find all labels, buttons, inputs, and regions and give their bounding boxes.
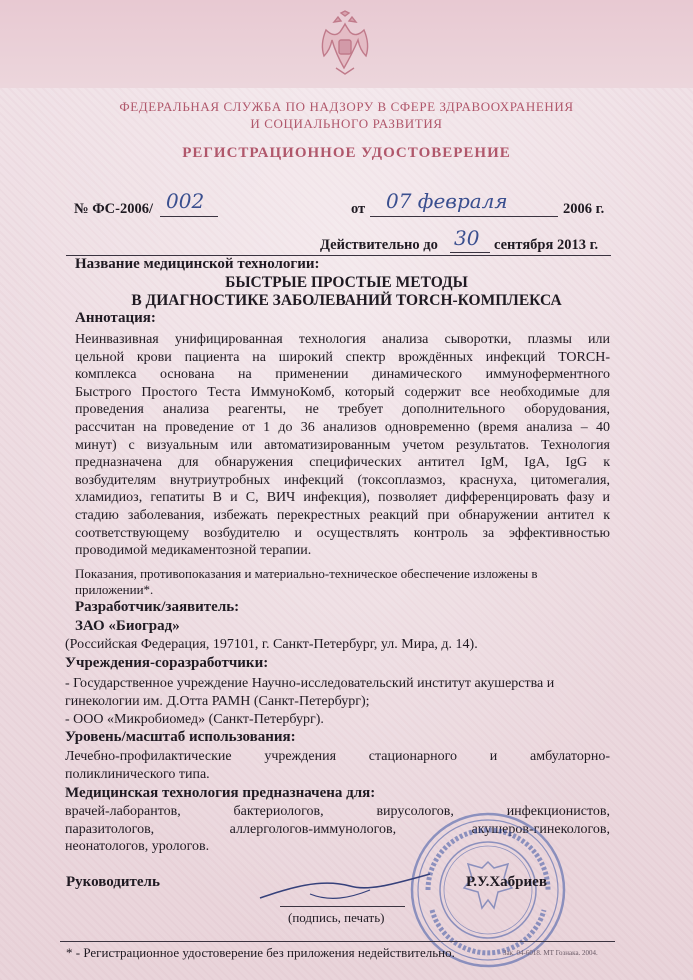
level-line: поликлинического типа. bbox=[65, 766, 210, 782]
developer-name: ЗАО «Биоград» bbox=[75, 618, 180, 634]
developer-address: (Российская Федерация, 197101, г. Санкт-Петербург, ул. Мира, д. 14). bbox=[65, 637, 478, 652]
annotation-line: предназначена для обнаружения специфических антител IgM, IgA, IgG к bbox=[75, 455, 610, 471]
handwritten-signature bbox=[250, 868, 440, 908]
level-text bbox=[65, 748, 610, 783]
intended-label: Медицинская технология предназначена для: bbox=[65, 785, 376, 801]
indications-line: приложении*. bbox=[75, 582, 154, 597]
indications-text bbox=[75, 566, 538, 598]
annotation-line: цельной крови пациента на широкий спектр врождённых инфекций TORCH- bbox=[75, 349, 610, 365]
annotation-line: комплекса основана на применении динамического иммуноферментного bbox=[75, 367, 610, 383]
document-title: РЕГИСТРАЦИОННОЕ УДОСТОВЕРЕНИЕ bbox=[182, 145, 511, 161]
level-label: Уровень/масштаб использования: bbox=[65, 729, 296, 745]
codevelopers-text bbox=[65, 675, 610, 729]
tech-name-line-2: В ДИАГНОСТИКЕ ЗАБОЛЕВАНИЙ TORCH-КОМПЛЕКСА bbox=[131, 292, 562, 309]
annotation-label: Аннотация: bbox=[75, 310, 156, 326]
tech-label: Название медицинской технологии: bbox=[75, 256, 320, 272]
agency-line-1: ФЕДЕРАЛЬНАЯ СЛУЖБА ПО НАДЗОРУ В СФЕРЕ ЗДРАВООХРАНЕНИЯ bbox=[119, 99, 574, 114]
annotation-line: проведения анализа реагенты, не требует дополнительного оборудования, bbox=[75, 402, 610, 418]
number-handwritten: 002 bbox=[166, 189, 205, 213]
codeveloper-line: - Государственное учреждение Научно-исследовательский институт акушерства и bbox=[65, 676, 555, 691]
footer-rule bbox=[60, 941, 615, 942]
head-name: Р.У.Хабриев bbox=[466, 874, 547, 890]
annotation-text bbox=[75, 331, 610, 560]
intended-line: паразитологов, аллергологов-иммунологов, акушеров-гинекологов, bbox=[65, 821, 610, 837]
date-year: 2006 г. bbox=[563, 201, 605, 217]
level-line: Лечебно-профилактические учреждения стационарного и амбулаторно- bbox=[65, 749, 610, 764]
date-prefix: от bbox=[351, 201, 366, 217]
footnote: * - Регистрационное удостоверение без приложения недействительно. bbox=[66, 945, 455, 960]
codeveloper-line: гинекологии им. Д.Отта РАМН (Санкт-Петербург); bbox=[65, 694, 370, 709]
signature-underline bbox=[280, 906, 405, 907]
annotation-line: соответствующему возбудителю и осуществлять контроль за эффективностью bbox=[75, 525, 610, 541]
indications-line: Показания, противопоказания и материально-техническое обеспечение изложены в bbox=[75, 566, 538, 581]
intended-line: врачей-лаборантов, бактериологов, вирусологов, инфекционистов, bbox=[65, 804, 610, 819]
head-label: Руководитель bbox=[66, 874, 160, 890]
annotation-line: Неинвазивная унифицированная технология анализа сыворотки, плазмы или bbox=[75, 332, 610, 347]
coat-of-arms-emblem bbox=[316, 10, 374, 76]
valid-underline bbox=[450, 252, 490, 253]
number-prefix: № ФС-2006/ bbox=[74, 201, 153, 217]
intended-line: неонатологов, урологов. bbox=[65, 839, 210, 855]
codeveloper-line: - ООО «Микробиомед» (Санкт-Петербург). bbox=[65, 712, 324, 727]
annotation-line: минут) с визуальным или автоматизированным учетом результатов. Технология bbox=[75, 437, 610, 453]
valid-suffix: сентября 2013 г. bbox=[494, 237, 599, 253]
printer-note: Зак. 04-6018. МТ Гознака. 2004. bbox=[503, 949, 598, 957]
valid-prefix: Действительно до bbox=[320, 237, 438, 253]
annotation-line: хламидиоз, гепатиты В и С, ВИЧ инфекция), позволяет дифференцировать фазу и bbox=[75, 490, 610, 506]
date-underline bbox=[370, 216, 558, 217]
annotation-line: Быстрого Простого Теста ИммуноКомб, который содержит все необходимые для bbox=[75, 384, 610, 400]
agency-line-2: И СОЦИАЛЬНОГО РАЗВИТИЯ bbox=[250, 116, 443, 131]
annotation-line: стадию заболевания, избежать перекрестных реакций при обнаружении антител к bbox=[75, 507, 610, 523]
signature-caption: (подпись, печать) bbox=[288, 910, 385, 925]
developer-label: Разработчик/заявитель: bbox=[75, 599, 240, 615]
number-underline bbox=[160, 216, 218, 217]
annotation-line: рассчитан на проведение от 1 до 36 анализов одновременно (время анализа – 40 bbox=[75, 419, 610, 435]
annotation-line: возбудителям внутриутробных инфекций (токсоплазмоз, краснуха, цитомегалия, bbox=[75, 472, 610, 488]
tech-name-line-1: БЫСТРЫЕ ПРОСТЫЕ МЕТОДЫ bbox=[225, 274, 468, 291]
date-handwritten: 07 февраля bbox=[386, 189, 508, 213]
valid-day-handwritten: 30 bbox=[454, 226, 480, 250]
codevelopers-label: Учреждения-соразработчики: bbox=[65, 655, 269, 671]
annotation-line: проводимой медикаментозной терапии. bbox=[75, 543, 312, 559]
